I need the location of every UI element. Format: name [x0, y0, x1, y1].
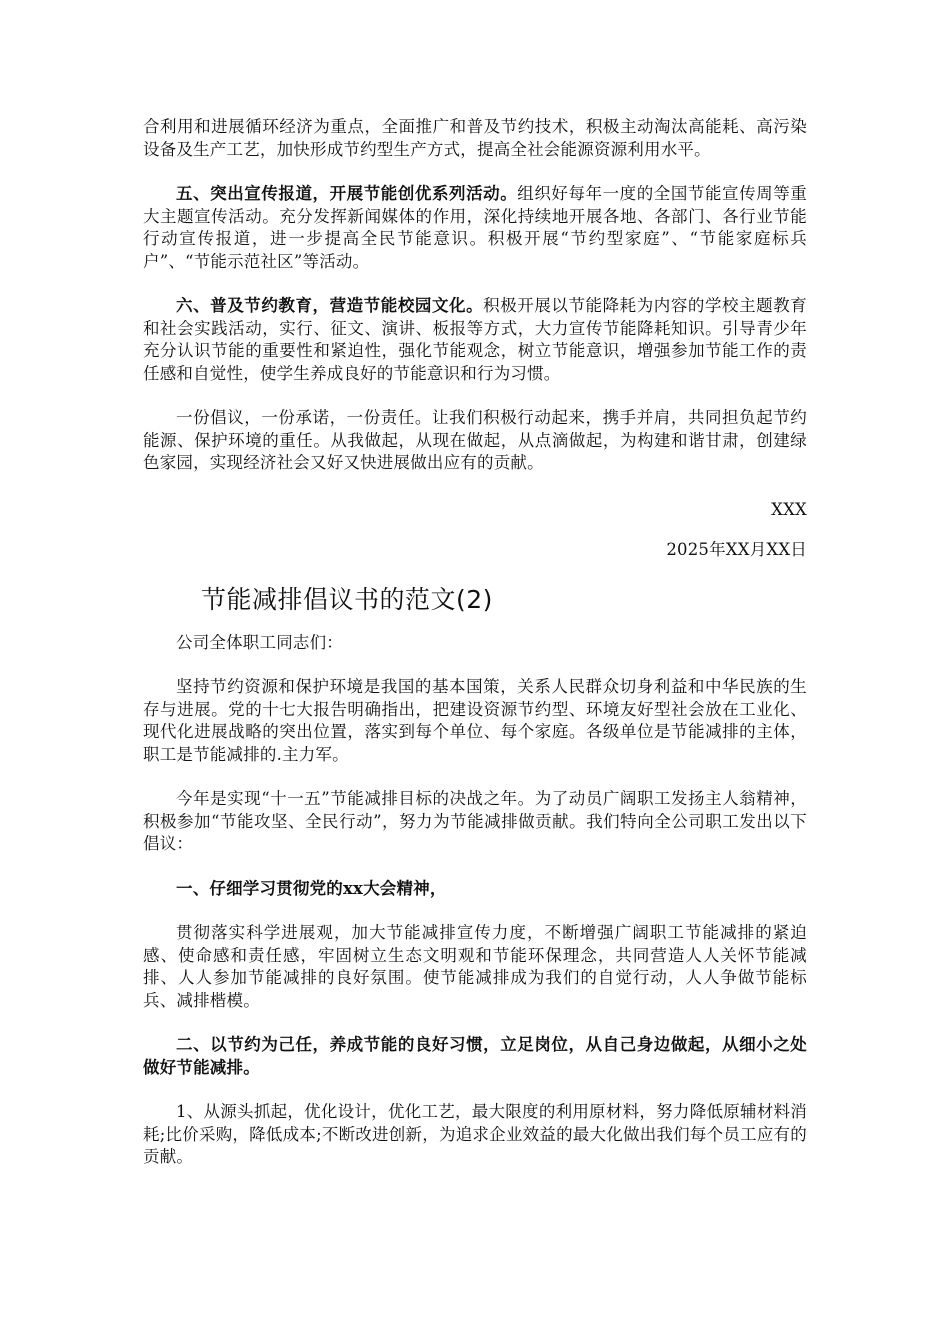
- section-5-heading: 五、突出宣传报道，开展节能创优系列活动。: [176, 184, 518, 203]
- section-5-paragraph: [143, 183, 807, 273]
- point-1-heading: 一、仔细学习贯彻党的xx大会精神，: [176, 878, 447, 898]
- paragraph-1: 坚持节约资源和保护环境是我国的基本国策，关系人民群众切身利益和中华民族的生存与进展。党的十七大报告明确指出，把建设资源节约型、环境友好型社会放在工业化、现代化进展战略的突出位置，落实到每个单位、每个家庭。各级单位是节能减排的主体，职工是节能减排的.主力军。: [143, 677, 807, 764]
- signature: XXX: [771, 499, 807, 519]
- section-6-body: 积极开展以节能降耗为内容的学校主题教育和社会实践活动，实行、征文、演讲、板报等方式，大力宣传节能降耗知识。引导青少年充分认识节能的重要性和紧迫性，强化节能观念，树立节能意识，增强参加节能工作的责任感和自觉性，使学生养成良好的节能意识和行为习惯。: [143, 296, 807, 383]
- paragraph-2: 今年是实现“十一五”节能减排目标的决战之年。为了动员广阔职工发扬主人翁精神，积极参加“节能攻坚、全民行动”，努力为节能减排做贡献。我们特向全公司职工发出以下倡议：: [143, 789, 807, 853]
- date-line: 2025年XX月XX日: [666, 540, 807, 559]
- section-6-heading: 六、普及节约教育，营造节能校园文化。: [176, 296, 484, 315]
- point-2-heading: 二、以节约为己任，养成节能的良好习惯，立足岗位，从自己身边做起，从细小之处做好节能减排。: [143, 1035, 807, 1077]
- point-2-item-1: 1、从源头抓起，优化设计，优化工艺，最大限度的利用原材料，努力降低原辅材料消耗;比价采购，降低成本;不断改进创新，为追求企业效益的最大化做出我们每个员工应有的贡献。: [143, 1102, 807, 1166]
- closing-paragraph: 一份倡议，一份承诺，一份责任。让我们积极行动起来，携手并肩，共同担负起节约能源、保护环境的重任。从我做起，从现在做起，从点滴做起，为构建和谐甘肃，创建绿色家园，实现经济社会又好又快进展做出应有的贡献。: [143, 408, 807, 472]
- greeting: 公司全体职工同志们：: [176, 632, 343, 652]
- document-title: 节能减排倡议书的范文(2): [201, 584, 493, 614]
- point-1-body: 贯彻落实科学进展观，加大节能减排宣传力度，不断增强广阔职工节能减排的紧迫感、使命感和责任感，牢固树立生态文明观和节能环保理念，共同营造人人关怀节能减排、人人参加节能减排的良好氛围。使节能减排成为我们的自觉行动，人人争做节能标兵、减排楷模。: [143, 923, 807, 1010]
- section-5-body: 组织好每年一度的全国节能宣传周等重大主题宣传活动。充分发挥新闻媒体的作用，深化持续地开展各地、各部门、各行业节能行动宣传报道，进一步提高全民节能意识。积极开展“节约型家庭”、“节能家庭标兵户”、“节能示范社区”等活动。: [143, 184, 808, 271]
- continuation-paragraph: 合利用和进展循环经济为重点，全面推广和普及节约技术，积极主动淘汰高能耗、高污染设备及生产工艺，加快形成节约型生产方式，提高全社会能源资源利用水平。: [143, 117, 807, 159]
- section-6-paragraph: [143, 295, 807, 385]
- document-page: [143, 116, 807, 1169]
